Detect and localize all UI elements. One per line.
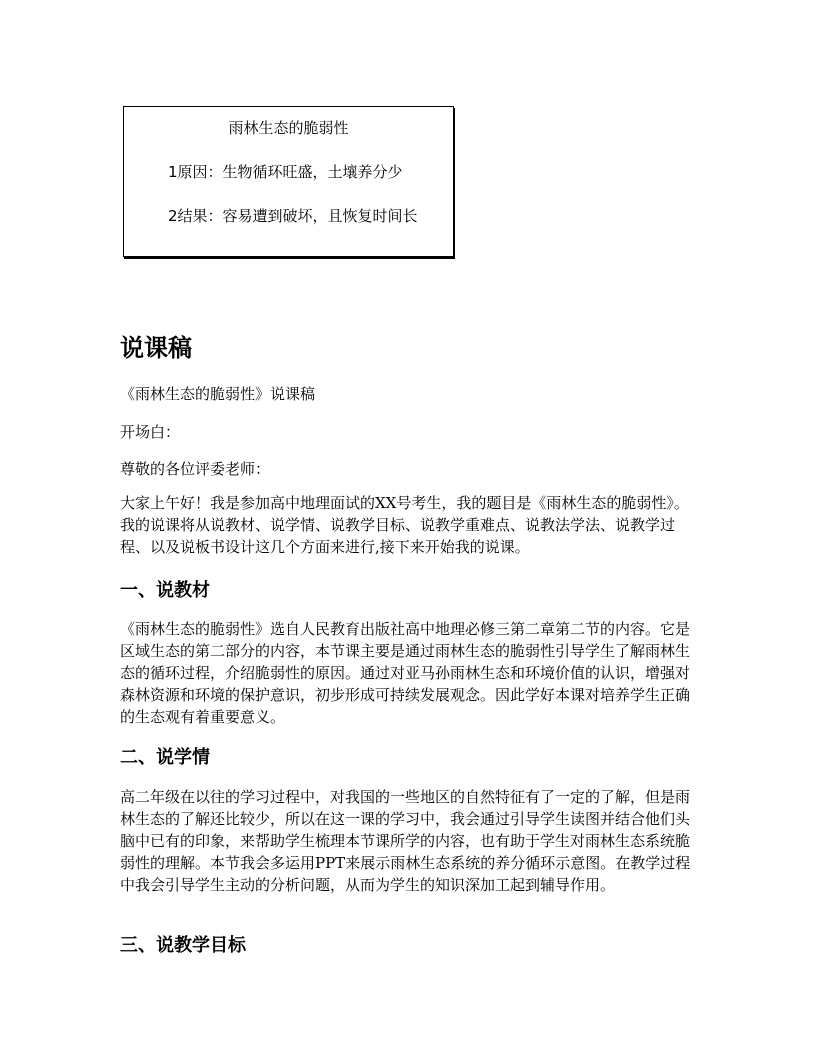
section-text-textbook: 《雨林生态的脆弱性》选自人民教育出版社高中地理必修三第二章第二节的内容。它是区域生态的第二部分的内容，本节课主要是通过雨林生态的脆弱性引导学生了解雨林生态的循环过程，介绍脆弱性的原因。通过对亚马孙雨林生态和环境价值的认识，增强对森林资源和环境的保护意识，初步形成可持续发展观念。因此学好本课对培养学生正确的生态观有着重要意义。 [120, 620, 691, 726]
section-text-students: 高二年级在以往的学习过程中，对我国的一些地区的自然特征有了一定的了解，但是雨林生态的了解还比较少，所以在这一课的学习中，我会通过引导学生读图并结合他们头脑中已有的印象，来帮助学生梳理本节课所学的内容，也有助于学生对雨林生态系统脆弱性的理解。本节我会多运用PPT来展示雨林生态系统的养分循环示意图。在教学过程中我会引导学生主动的分析问题，从而为学生的知识深加工起到辅导作用。 [120, 788, 691, 894]
board-line-cause: 1原因：生物循环旺盛，土壤养分少 [168, 163, 403, 181]
section-heading-textbook: 一、说教材 [120, 580, 210, 601]
opening-label: 开场白： [120, 423, 181, 441]
board-title: 雨林生态的脆弱性 [228, 119, 349, 137]
document-subtitle: 《雨林生态的脆弱性》说课稿 [120, 385, 316, 403]
greeting: 尊敬的各位评委老师： [120, 460, 271, 478]
section-heading-objectives: 三、说教学目标 [120, 935, 246, 956]
section-heading-students: 二、说学情 [120, 747, 210, 768]
intro-paragraph: 大家上午好！我是参加高中地理面试的XX号考生，我的题目是《雨林生态的脆弱性》。我的说课将从说教材、说学情、说教学目标、说教学重难点、说教法学法、说教学过程、以及说板书设计这几个方面来进行,接下来开始我的说课。 [120, 494, 689, 556]
document-title: 说课稿 [120, 334, 192, 362]
blackboard-design-box [123, 106, 454, 257]
board-line-result: 2结果：容易遭到破坏，且恢复时间长 [168, 207, 418, 225]
